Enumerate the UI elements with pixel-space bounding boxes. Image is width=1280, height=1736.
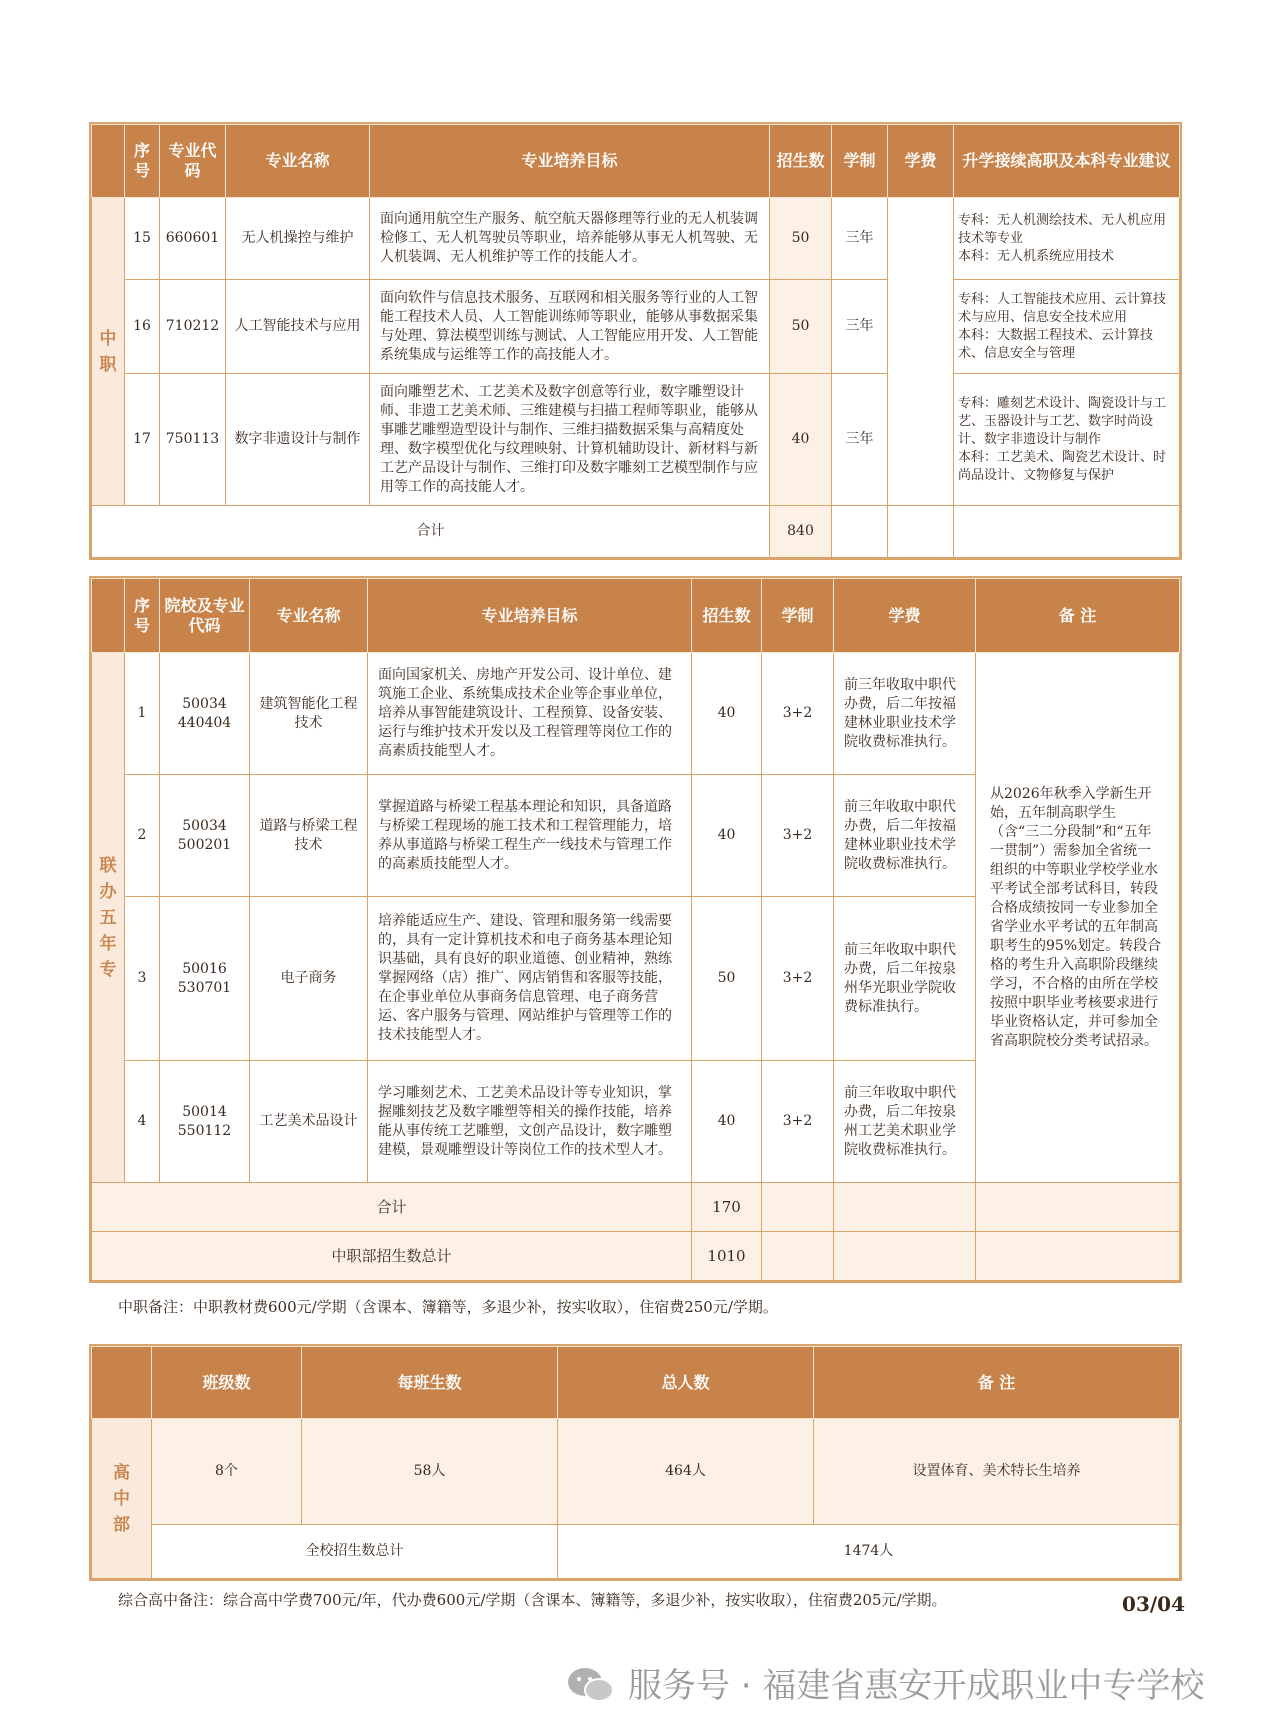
per-class-count: 58人 bbox=[302, 1419, 558, 1525]
grand-total-count: 1010 bbox=[692, 1232, 762, 1281]
table-header bbox=[92, 579, 1180, 653]
page-number: 03/04 bbox=[1122, 1592, 1185, 1616]
total-count: 170 bbox=[692, 1183, 762, 1232]
class-count: 8个 bbox=[152, 1419, 302, 1525]
suggest-line: 专科：人工智能技术应用、云计算技术与应用、信息安全技术应用 bbox=[958, 291, 1167, 325]
header-cell: 序号 bbox=[125, 125, 160, 198]
header-cell: 备 注 bbox=[814, 1347, 1180, 1419]
empty-cell bbox=[954, 506, 1180, 558]
row-number: 16 bbox=[125, 280, 160, 374]
study-years: 3+2 bbox=[762, 653, 834, 775]
header-cell bbox=[92, 1347, 152, 1419]
remark-text: 设置体育、美术特长生培养 bbox=[814, 1419, 1180, 1525]
major-name: 无人机操控与维护 bbox=[226, 198, 370, 280]
study-years: 三年 bbox=[832, 280, 888, 374]
school-code: 50016 bbox=[182, 960, 227, 977]
school-total-label: 全校招生数总计 bbox=[152, 1525, 558, 1579]
row-number: 4 bbox=[125, 1061, 160, 1183]
study-years: 3+2 bbox=[762, 897, 834, 1061]
header-cell: 专业培养目标 bbox=[370, 125, 770, 198]
grand-total-row bbox=[92, 1232, 1180, 1281]
empty-cell bbox=[976, 1232, 1180, 1281]
high-school-note: 综合高中备注：综合高中学费700元/年，代办费600元/学期（含课本、簿籍等，多退少补，按实收取），住宿费205元/学期。 bbox=[118, 1591, 947, 1609]
school-code: 50034 bbox=[182, 695, 227, 712]
total-students: 464人 bbox=[558, 1419, 814, 1525]
tuition-text: 前三年收取中职代办费，后二年按福建林业职业技术学院收费标准执行。 bbox=[834, 775, 976, 897]
major-code: 710212 bbox=[160, 280, 226, 374]
training-goal: 面向雕塑艺术、工艺美术及数字创意等行业，数字雕塑设计师、非遗工艺美术师、三维建模与扫描工程师等职业，能够从事雕艺雕塑造型设计与制作、三维扫描数据采集与高精度处理、数字模型优化与纹理映射、计算机辅助设计、新材料与新工艺产品设计与制作、三维打印及数字雕刻工艺模型制作与应用等工作的高技能人才。 bbox=[370, 374, 770, 506]
header-cell: 学制 bbox=[762, 579, 834, 653]
row-number: 15 bbox=[125, 198, 160, 280]
table-zhongzhi bbox=[91, 124, 1180, 558]
enrollment-count: 50 bbox=[770, 198, 832, 280]
empty-cell bbox=[976, 1183, 1180, 1232]
suggest-line: 专科：无人机测绘技术、无人机应用技术等专业 bbox=[958, 212, 1167, 246]
enrollment-count: 40 bbox=[692, 1061, 762, 1183]
total-label: 合计 bbox=[92, 1183, 692, 1232]
watermark-text: 服务号 · 福建省惠安开成职业中专学校 bbox=[628, 1666, 1205, 1706]
enrollment-count: 40 bbox=[770, 374, 832, 506]
table-header bbox=[92, 1347, 1180, 1419]
suggest-cell bbox=[954, 374, 1180, 506]
suggest-cell bbox=[954, 280, 1180, 374]
school-code: 50034 bbox=[182, 817, 227, 834]
major-name: 工艺美术品设计 bbox=[250, 1061, 368, 1183]
section-label: 高中部 bbox=[92, 1419, 152, 1579]
zhongzhi-note: 中职备注：中职教材费600元/学期（含课本、簿籍等，多退少补，按实收取），住宿费250元/学期。 bbox=[118, 1298, 778, 1316]
section-label: 中职 bbox=[92, 198, 125, 506]
major-code: 550112 bbox=[177, 1122, 232, 1139]
major-name: 人工智能技术与应用 bbox=[226, 280, 370, 374]
major-code: 440404 bbox=[177, 714, 232, 731]
suggest-line: 本科：大数据工程技术、云计算技术、信息安全与管理 bbox=[958, 327, 1154, 361]
training-goal: 培养能适应生产、建设、管理和服务第一线需要的，具有一定计算机技术和电子商务基本理论知识基础，具有良好的职业道德、创业精神，熟练掌握网络（店）推广、网店销售和客服等技能，在企事业单位从事商务信息管理、电子商务营运、客户服务与管理、网站维护与管理等工作的技术技能型人才。 bbox=[368, 897, 692, 1061]
suggest-line: 本科：无人机系统应用技术 bbox=[958, 248, 1115, 264]
enrollment-count: 40 bbox=[692, 653, 762, 775]
table-row bbox=[92, 1419, 1180, 1525]
enrollment-count: 50 bbox=[692, 897, 762, 1061]
study-years: 3+2 bbox=[762, 775, 834, 897]
row-number: 3 bbox=[125, 897, 160, 1061]
major-name: 数字非遗设计与制作 bbox=[226, 374, 370, 506]
table-row bbox=[92, 198, 1180, 280]
major-name: 建筑智能化工程技术 bbox=[250, 653, 368, 775]
header-cell: 学费 bbox=[888, 125, 954, 198]
table-high-school bbox=[91, 1346, 1180, 1579]
major-code: 530701 bbox=[177, 979, 232, 996]
table-header bbox=[92, 125, 1180, 198]
empty-cell bbox=[834, 1232, 976, 1281]
header-cell: 每班生数 bbox=[302, 1347, 558, 1419]
grand-total-label: 中职部招生数总计 bbox=[92, 1232, 692, 1281]
row-number: 17 bbox=[125, 374, 160, 506]
total-count: 840 bbox=[770, 506, 832, 558]
header-cell: 备 注 bbox=[976, 579, 1180, 653]
school-code: 50014 bbox=[182, 1103, 227, 1120]
major-code: 500201 bbox=[177, 836, 232, 853]
tuition-cell bbox=[888, 198, 954, 506]
header-cell: 学费 bbox=[834, 579, 976, 653]
header-cell: 专业名称 bbox=[226, 125, 370, 198]
header-cell: 招生数 bbox=[692, 579, 762, 653]
header-cell bbox=[92, 579, 125, 653]
training-goal: 面向通用航空生产服务、航空航天器修理等行业的无人机装调检修工、无人机驾驶员等职业，培养能够从事无人机驾驶、无人机装调、无人机维护等工作的技能人才。 bbox=[370, 198, 770, 280]
enrollment-count: 40 bbox=[692, 775, 762, 897]
table-row bbox=[92, 374, 1180, 506]
header-cell: 总人数 bbox=[558, 1347, 814, 1419]
enrollment-count: 50 bbox=[770, 280, 832, 374]
header-cell bbox=[92, 125, 125, 198]
total-row bbox=[92, 1183, 1180, 1232]
tuition-text: 前三年收取中职代办费，后二年按泉州工艺美术职业学院收费标准执行。 bbox=[834, 1061, 976, 1183]
table-row bbox=[92, 653, 1180, 775]
study-years: 3+2 bbox=[762, 1061, 834, 1183]
major-name: 道路与桥梁工程技术 bbox=[250, 775, 368, 897]
school-major-code bbox=[160, 775, 250, 897]
row-number: 2 bbox=[125, 775, 160, 897]
table-row bbox=[92, 280, 1180, 374]
total-label: 合计 bbox=[92, 506, 770, 558]
suggest-line: 专科：雕刻艺术设计、陶瓷设计与工艺、玉器设计与工艺、数字时尚设计、数字非遗设计与制作 bbox=[958, 395, 1167, 447]
total-row bbox=[92, 506, 1180, 558]
table-five-year bbox=[91, 578, 1180, 1281]
header-cell: 招生数 bbox=[770, 125, 832, 198]
suggest-line: 本科：工艺美术、陶瓷艺术设计、时尚品设计、文物修复与保护 bbox=[958, 449, 1167, 483]
training-goal: 掌握道路与桥梁工程基本理论和知识，具备道路与桥梁工程现场的施工技术和工程管理能力，培养从事道路与桥梁工程生产一线技术与管理工作的高素质技能型人才。 bbox=[368, 775, 692, 897]
school-major-code bbox=[160, 653, 250, 775]
school-total-row bbox=[92, 1525, 1180, 1579]
header-cell: 学制 bbox=[832, 125, 888, 198]
remark-text: 从2026年秋季入学新生开始，五年制高职学生（含“三二分段制”和“五年一贯制”）需参加全省统一组织的中等职业学校学业水平考试全部考试科目，转段合格成绩按同一专业参加全省学业水平考试的五年制高职考生的95%划定。转段合格的考生升入高职阶段继续学习，不合格的由所在学校按照中职毕业考核要求进行毕业资格认定，并可参加全省高职院校分类考试招录。 bbox=[976, 653, 1180, 1183]
major-name: 电子商务 bbox=[250, 897, 368, 1061]
empty-cell bbox=[888, 506, 954, 558]
header-cell: 班级数 bbox=[152, 1347, 302, 1419]
study-years: 三年 bbox=[832, 198, 888, 280]
training-goal: 面向国家机关、房地产开发公司、设计单位、建筑施工企业、系统集成技术企业等企事业单位，培养从事智能建筑设计、工程预算、设备安装、运行与维护技术开发以及工程管理等岗位工作的高素质技能型人才。 bbox=[368, 653, 692, 775]
suggest-cell bbox=[954, 198, 1180, 280]
empty-cell bbox=[834, 1183, 976, 1232]
header-cell: 院校及专业代码 bbox=[160, 579, 250, 653]
tuition-text: 前三年收取中职代办费，后二年按泉州华光职业学院收费标准执行。 bbox=[834, 897, 976, 1061]
school-major-code bbox=[160, 1061, 250, 1183]
header-cell: 专业代码 bbox=[160, 125, 226, 198]
training-goal: 学习雕刻艺术、工艺美术品设计等专业知识，掌握雕刻技艺及数字雕塑等相关的操作技能，培养能从事传统工艺雕塑，文创产品设计，数字雕塑建模，景观雕塑设计等岗位工作的技术型人才。 bbox=[368, 1061, 692, 1183]
wechat-icon bbox=[565, 1666, 617, 1704]
school-total-count: 1474人 bbox=[558, 1525, 1180, 1579]
training-goal: 面向软件与信息技术服务、互联网和相关服务等行业的人工智能工程技术人员、人工智能训练师等职业，能够从事数据采集与处理、算法模型训练与测试、人工智能应用开发、人工智能系统集成与运维等工作的高技能人才。 bbox=[370, 280, 770, 374]
study-years: 三年 bbox=[832, 374, 888, 506]
empty-cell bbox=[832, 506, 888, 558]
header-cell: 专业培养目标 bbox=[368, 579, 692, 653]
header-cell: 序号 bbox=[125, 579, 160, 653]
section-label: 联办五年专 bbox=[92, 653, 125, 1183]
major-code: 750113 bbox=[160, 374, 226, 506]
empty-cell bbox=[762, 1183, 834, 1232]
tuition-text: 前三年收取中职代办费，后二年按福建林业职业技术学院收费标准执行。 bbox=[834, 653, 976, 775]
header-cell: 专业名称 bbox=[250, 579, 368, 653]
empty-cell bbox=[762, 1232, 834, 1281]
row-number: 1 bbox=[125, 653, 160, 775]
major-code: 660601 bbox=[160, 198, 226, 280]
header-cell: 升学接续高职及本科专业建议 bbox=[954, 125, 1180, 198]
school-major-code bbox=[160, 897, 250, 1061]
